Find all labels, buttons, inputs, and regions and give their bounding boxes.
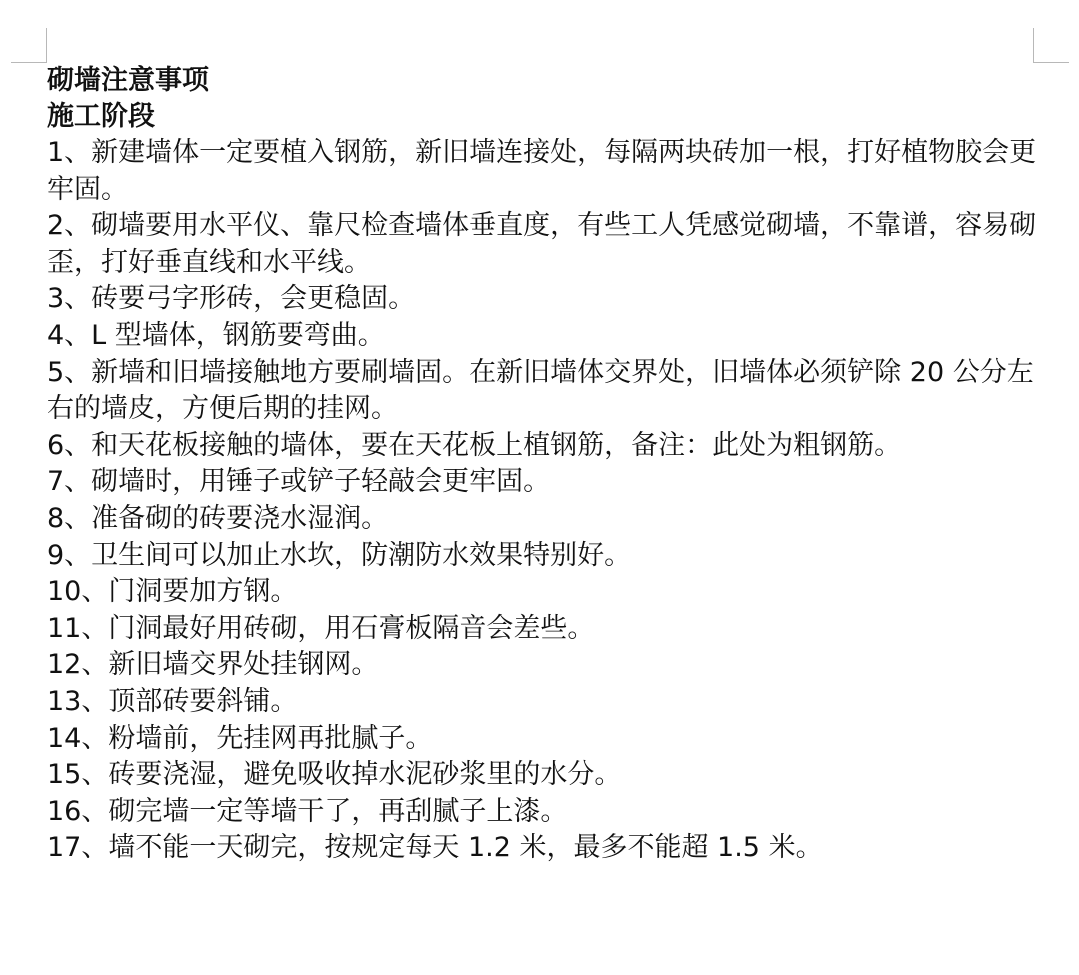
list-item: 1、新建墙体一定要植入钢筋，新旧墙连接处，每隔两块砖加一根，打好植物胶会更牢固。 [47,137,1037,205]
list-item: 14、粉墙前，先挂网再批腻子。 [47,722,433,754]
document-page [47,63,1043,867]
list-item: 5、新墙和旧墙接触地方要刷墙固。在新旧墙体交界处，旧墙体必须铲除 20 公分左右的墙皮，方便后期的挂网。 [47,356,1034,425]
list-item: 12、新旧墙交界处挂钢网。 [47,649,379,681]
list-item: 9、卫生间可以加止水坎，防潮防水效果特别好。 [47,539,632,571]
crop-mark-top-right [1033,28,1069,63]
list-item: 13、顶部砖要斜铺。 [47,685,298,717]
list-item: 15、砖要浇湿，避免吸收掉水泥砂浆里的水分。 [47,759,622,791]
crop-mark-top-left [11,28,47,63]
list-item: 17、墙不能一天砌完，按规定每天 1.2 米，最多不能超 1.5 米。 [47,832,823,864]
notes-list [47,135,1043,867]
list-item: 7、砌墙时，用锤子或铲子轻敲会更牢固。 [47,466,551,498]
document-subtitle: 施工阶段 [47,101,155,132]
document-title: 砌墙注意事项 [47,65,209,96]
list-item: 4、L 型墙体，钢筋要弯曲。 [47,319,385,351]
list-item: 2、砌墙要用水平仪、靠尺检查墙体垂直度，有些工人凭感觉砌墙，不靠谱，容易砌歪，打好垂直线和水平线。 [47,210,1037,278]
list-item: 11、门洞最好用砖砌，用石膏板隔音会差些。 [47,612,595,644]
list-item: 10、门洞要加方钢。 [47,576,298,608]
list-item: 16、砌完墙一定等墙干了，再刮腻子上漆。 [47,795,568,827]
list-item: 8、准备砌的砖要浇水湿润。 [47,502,389,534]
list-item: 3、砖要弓字形砖，会更稳固。 [47,283,416,315]
list-item: 6、和天花板接触的墙体，要在天花板上植钢筋，备注：此处为粗钢筋。 [47,429,902,461]
